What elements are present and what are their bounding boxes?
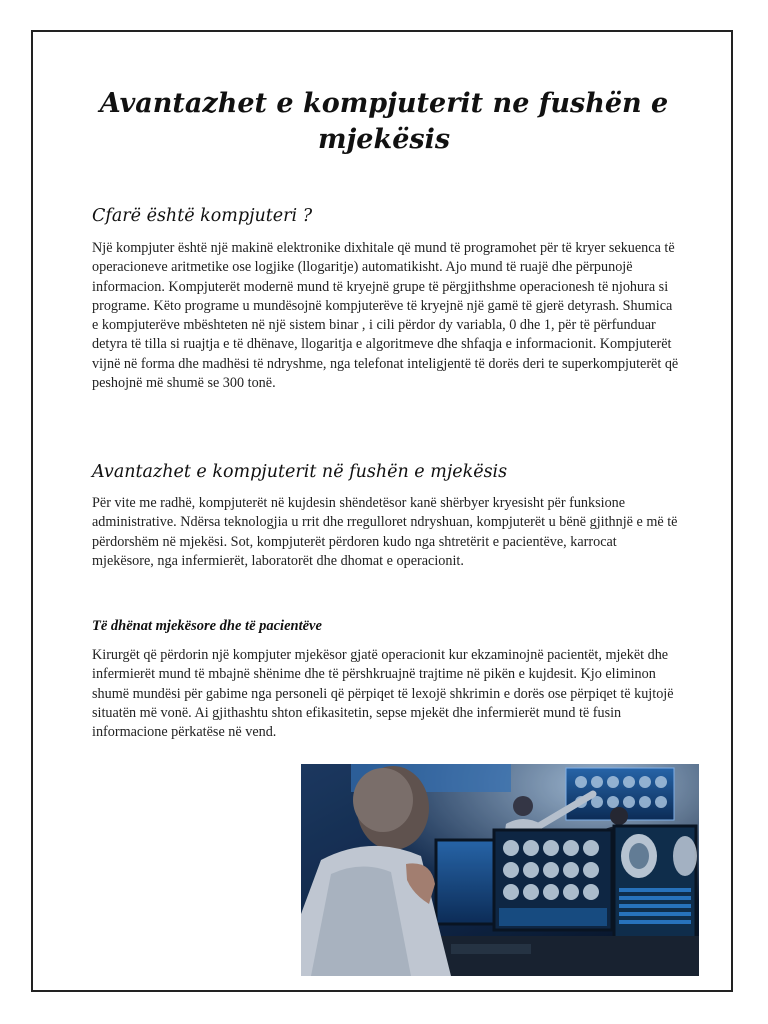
section-heading-advantages: Avantazhet e kompjuterit në fushën e mjekësis <box>92 462 508 482</box>
medical-control-room-photo <box>301 764 699 976</box>
section-paragraph-what-is-computer: Një kompjuter është një makinë elektronike dixhitale që mund të programohet për të kryer sekuenca të operacioneve aritmetike ose logjike (llogaritje) automatikisht. Ajo mund të ruajë dhe përpunojë informacion. Kompjuterët modernë mund të kryejnë grupe të përgjithshme operacionesh të njohura si programe. Këto programe u mundësojnë kompjuterëve të kryejnë një gamë të gjerë detyrash. Shumica e kompjuterëve mbështeten në një sistem binar , i cili përdor dy variabla, 0 dhe 1, për të përfunduar detyra të tilla si ruajtja e të dhënave, llogaritja e algoritmeve dhe shfaqja e informacionit. Kompjuterët vijnë në forma dhe madhësi të ndryshme, nga telefonat inteligjentë të dorës deri te superkompjuterët që peshojnë më shumë se 300 tonë. <box>92 240 679 392</box>
photo-illustration <box>301 764 699 976</box>
section-paragraph-advantages: Për vite me radhë, kompjuterët në kujdesin shëndetësor kanë shërbyer kryesisht për funksione administrative. Ndërsa teknologjia u rrit dhe rregulloret ndryshuan, kompjuterët u bënë gjithnjë e më të përdorshëm në mjekësi. Sot, kompjuterët përdoren kudo nga shtretërit e pacientëve, karrocat mjekësore, nga infermierët, laboratorët dhe dhomat e operacionit. <box>92 495 678 569</box>
section-heading-what-is-computer: Cfarë është kompjuteri ? <box>92 206 313 226</box>
subsection-heading-patient-data: Të dhënat mjekësore dhe të pacientëve <box>92 618 322 634</box>
document-title: Avantazhet e kompjuterit ne fushën e mjekësis <box>99 88 669 155</box>
subsection-paragraph-patient-data: Kirurgët që përdorin një kompjuter mjekësor gjatë operacionit kur ekzaminojnë pacientët, mjekët dhe infermierët mund të mbajnë shënime dhe të përshkruajnë trajtime në pikën e kujdesit. Kjo eliminon shumë mundësi për gabime nga personeli që përpiqet të lexojë shkrimin e dorës ose përpiqet të kujtojë situatën më vonë. Ai gjithashtu shton efikasitetin, sepse mjekët dhe infermierët mund të fusin informacione përkatëse në vend. <box>92 647 674 741</box>
